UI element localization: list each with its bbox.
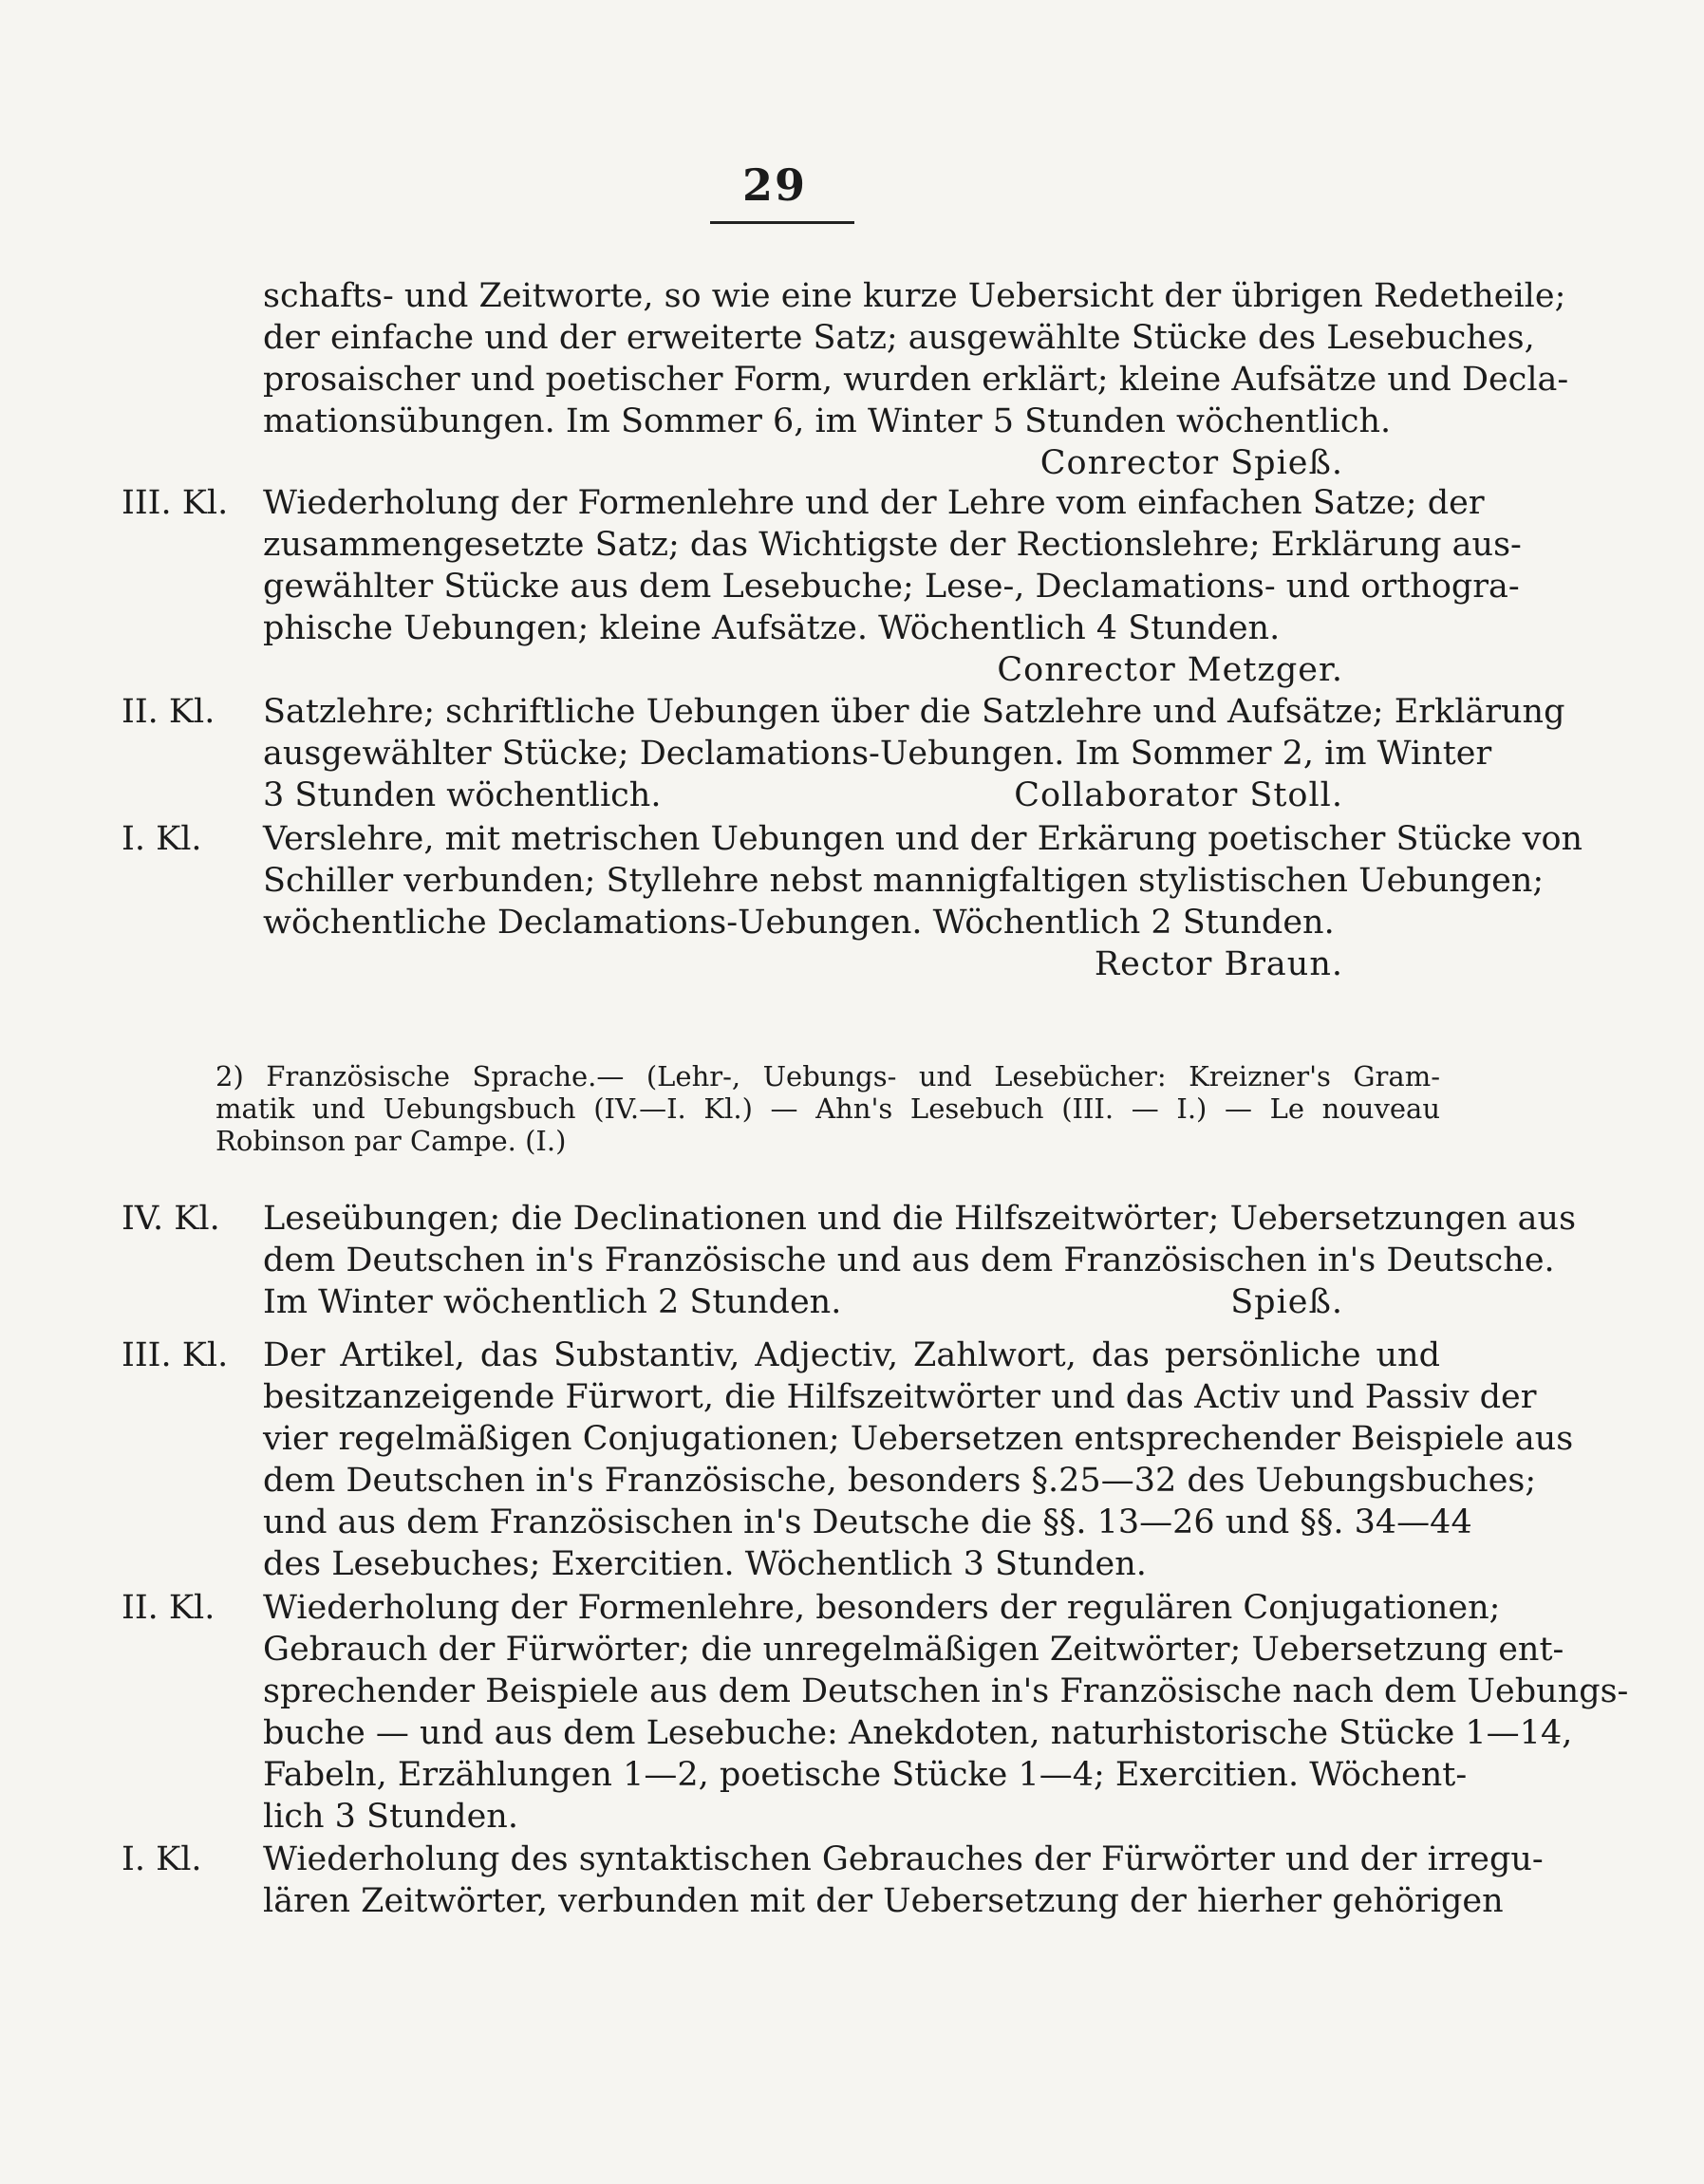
text-line: zusammengesetzte Satz; das Wichtigste der Rectionslehre; Erklärung aus- — [263, 526, 1522, 564]
text-line: Wiederholung des syntaktischen Gebrauches der Fürwörter und der irregu- — [263, 1840, 1544, 1878]
text-line: sprechender Beispiele aus dem Deutschen in's Französische nach dem Uebungs- — [263, 1672, 1629, 1710]
text-line: schafts- und Zeitworte, so wie eine kurze Uebersicht der übrigen Redetheile; — [263, 277, 1566, 315]
class-label: III. Kl. — [122, 484, 229, 522]
text-line: vier regelmäßigen Conjugationen; Uebersetzen entsprechender Beispiele aus — [263, 1420, 1574, 1458]
text-line: Gebrauch der Fürwörter; die unregelmäßigen Zeitwörter; Uebersetzung ent- — [263, 1631, 1564, 1669]
text-line: Wiederholung der Formenlehre und der Lehre vom einfachen Satze; der — [263, 484, 1485, 522]
text-line: der einfache und der erweiterte Satz; ausgewählte Stücke des Lesebuches, — [263, 319, 1535, 357]
text-line: dem Deutschen in's Französische, besonders §.25—32 des Uebungsbuches; — [263, 1462, 1537, 1500]
text-line: buche — und aus dem Lesebuche: Anekdoten, naturhistorische Stücke 1—14, — [263, 1714, 1573, 1752]
page-number: 29 — [741, 159, 807, 211]
text-line: Der Artikel, das Substantiv, Adjectiv, Zahlwort, das persönliche und — [263, 1336, 1440, 1374]
text-line: Wiederholung der Formenlehre, besonders der regulären Conjugationen; — [263, 1589, 1501, 1627]
text-line: besitzanzeigende Fürwort, die Hilfszeitwörter und das Activ und Passiv der — [263, 1378, 1537, 1416]
section-heading-line: Robinson par Campe. (I.) — [215, 1125, 567, 1157]
text-line: Leseübungen; die Declinationen und die Hilfszeitwörter; Uebersetzungen aus — [263, 1200, 1577, 1238]
class-label: I. Kl. — [122, 1840, 202, 1878]
class-label: II. Kl. — [122, 693, 215, 731]
teacher-signature: Rector Braun. — [1094, 945, 1343, 983]
teacher-signature: Conrector Spieß. — [1039, 444, 1343, 482]
section-heading-line: matik und Uebungsbuch (IV.—I. Kl.) — Ahn's Lesebuch (III. — I.) — Le nouveau — [215, 1092, 1440, 1125]
class-label: I. Kl. — [122, 820, 202, 858]
text-line: wöchentliche Declamations-Uebungen. Wöchentlich 2 Stunden. — [263, 904, 1335, 942]
text-line: prosaischer und poetischer Form, wurden erklärt; kleine Aufsätze und Decla- — [263, 361, 1569, 399]
text-line: lich 3 Stunden. — [263, 1798, 518, 1836]
text-line: Schiller verbunden; Styllehre nebst mannigfaltigen stylistischen Uebungen; — [263, 862, 1545, 900]
section-heading-line: 2) Französische Sprache.— (Lehr-, Uebungs- und Lesebücher: Kreizner's Gram- — [215, 1060, 1440, 1092]
page-number-rule — [710, 221, 854, 224]
text-line: 3 Stunden wöchentlich. — [263, 776, 662, 814]
text-line: dem Deutschen in's Französische und aus dem Französischen in's Deutsche. — [263, 1241, 1555, 1279]
text-line: Im Winter wöchentlich 2 Stunden. — [263, 1283, 842, 1321]
text-line: mationsübungen. Im Sommer 6, im Winter 5 Stunden wöchentlich. — [263, 402, 1392, 440]
text-line: Fabeln, Erzählungen 1—2, poetische Stücke 1—4; Exercitien. Wöchent- — [263, 1756, 1468, 1794]
text-line: lären Zeitwörter, verbunden mit der Uebersetzung der hierher gehörigen — [263, 1882, 1504, 1920]
text-line: Satzlehre; schriftliche Uebungen über die Satzlehre und Aufsätze; Erklärung — [263, 693, 1565, 731]
text-line: phische Uebungen; kleine Aufsätze. Wöchentlich 4 Stunden. — [263, 609, 1281, 647]
teacher-signature: Spieß. — [1230, 1283, 1343, 1321]
teacher-signature: Conrector Metzger. — [997, 651, 1343, 689]
class-label: II. Kl. — [122, 1589, 215, 1627]
text-line: und aus dem Französischen in's Deutsche die §§. 13—26 und §§. 34—44 — [263, 1503, 1472, 1541]
text-line: des Lesebuches; Exercitien. Wöchentlich 3 Stunden. — [263, 1545, 1147, 1583]
text-line: Verslehre, mit metrischen Uebungen und der Erkärung poetischer Stücke von — [263, 820, 1583, 858]
text-line: ausgewählter Stücke; Declamations-Uebungen. Im Sommer 2, im Winter — [263, 735, 1492, 773]
teacher-signature: Collaborator Stoll. — [1014, 776, 1343, 814]
text-line: gewählter Stücke aus dem Lesebuche; Lese-, Declamations- und orthogra- — [263, 568, 1520, 606]
class-label: IV. Kl. — [122, 1200, 220, 1238]
class-label: III. Kl. — [122, 1336, 229, 1374]
